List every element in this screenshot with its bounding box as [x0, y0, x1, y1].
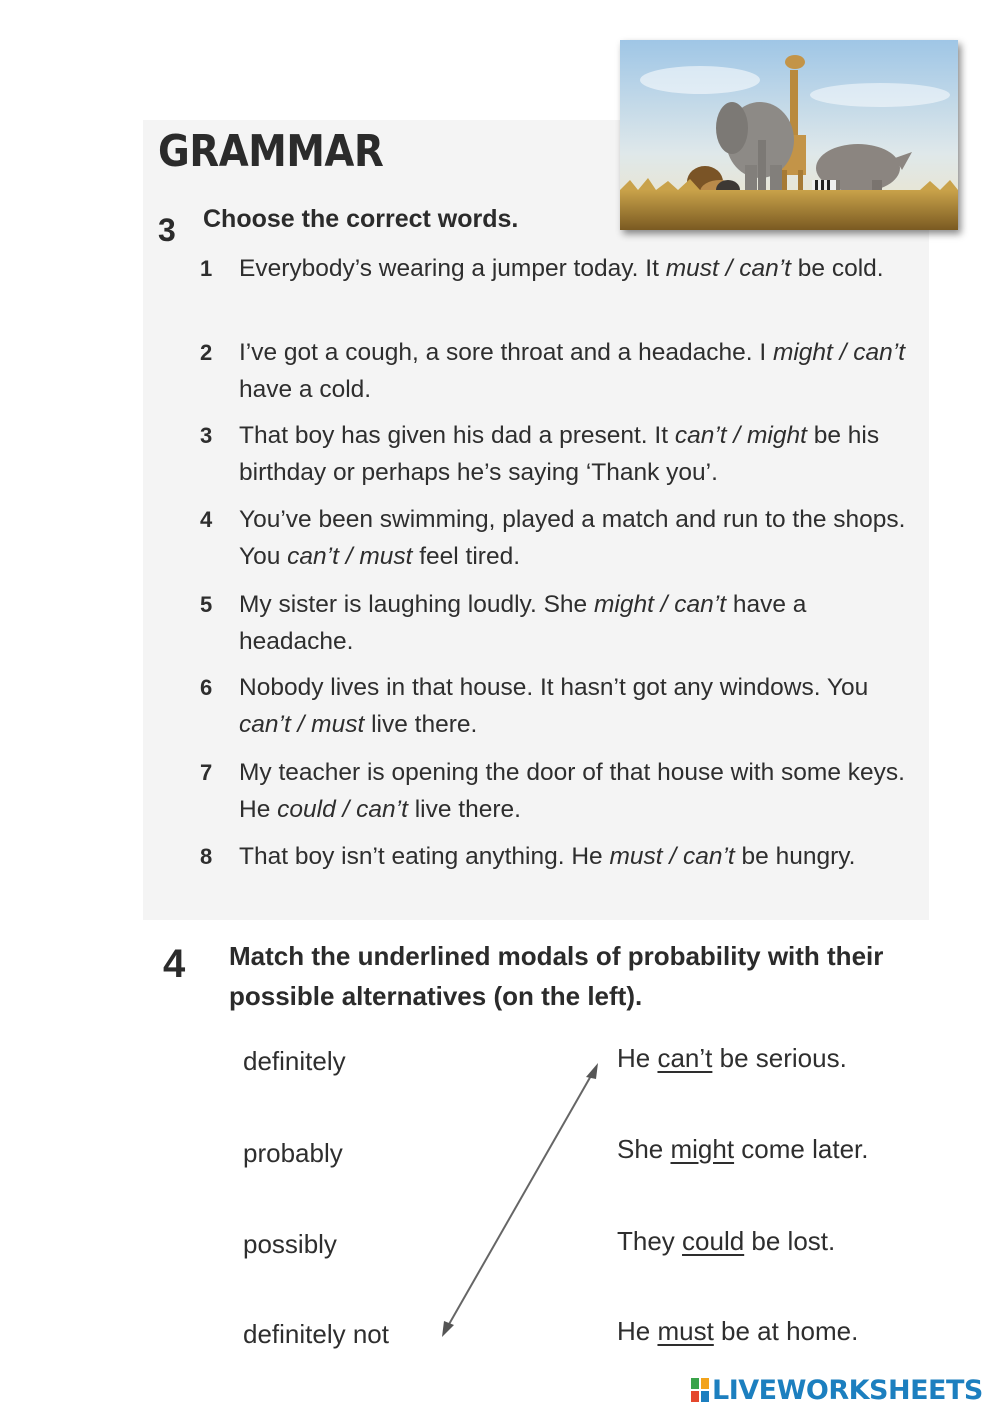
item-number: 3	[200, 423, 213, 448]
modal-sentence[interactable]: He can’t be serious.	[617, 1043, 847, 1073]
item-choice[interactable]: can’t / might	[674, 422, 807, 449]
item-choice[interactable]: must / can’t	[609, 843, 735, 870]
exercise-item	[200, 250, 925, 287]
item-text-before: My sister is laughing loudly. She	[239, 591, 594, 618]
item-number: 8	[200, 844, 213, 869]
underlined-modal: can’t	[657, 1043, 713, 1073]
exercise-item	[200, 754, 925, 828]
exercise-item	[200, 501, 925, 575]
exercise-4-instruction: Match the underlined modals of probability with their possible alternatives (on the left).	[229, 941, 884, 1011]
arrowhead-icon	[442, 1321, 454, 1337]
item-text-after: have a headache.	[239, 591, 807, 655]
exercise-item	[200, 586, 925, 660]
item-choice[interactable]: might / can’t	[772, 339, 906, 366]
item-number: 7	[200, 760, 213, 785]
liveworksheets-logo-icon	[690, 1376, 710, 1404]
exercise-item	[200, 417, 925, 491]
item-text-before: That boy isn’t eating anything. He	[239, 843, 610, 870]
item-choice[interactable]: could / can’t	[277, 796, 408, 823]
modal-sentence[interactable]: She might come later.	[617, 1134, 869, 1164]
exercise-3-number: 3	[158, 212, 176, 248]
underlined-modal: could	[682, 1226, 745, 1256]
item-choice[interactable]: must / can’t	[665, 255, 791, 282]
match-line	[430, 1055, 610, 1345]
exercise-item	[200, 334, 925, 408]
alternative-probably[interactable]: probably	[243, 1138, 343, 1168]
item-number: 1	[200, 256, 213, 281]
modal-sentence[interactable]: He must be at home.	[617, 1316, 859, 1346]
item-text-before: Nobody lives in that house. It hasn’t got any windows. You	[239, 674, 869, 701]
item-text-after: be hungry.	[734, 843, 856, 870]
item-text-before: That boy has given his dad a present. It	[239, 422, 675, 449]
item-choice[interactable]: might / can’t	[593, 591, 727, 618]
exercise-item	[200, 838, 925, 875]
liveworksheets-brand	[690, 1372, 983, 1408]
arrowhead-icon	[586, 1063, 598, 1079]
item-number: 4	[200, 507, 213, 532]
exercise-item	[200, 669, 925, 743]
item-number: 5	[200, 592, 213, 617]
exercise-4-number: 4	[163, 942, 186, 986]
item-number: 2	[200, 340, 213, 365]
alternative-possibly[interactable]: possibly	[243, 1229, 337, 1259]
item-text-after: have a cold.	[239, 376, 372, 403]
item-text-before: I’ve got a cough, a sore throat and a headache. I	[239, 339, 773, 366]
alternative-definitely-not[interactable]: definitely not	[243, 1319, 389, 1349]
exercise-3-instruction: Choose the correct words.	[203, 205, 519, 233]
item-text-before: Everybody’s wearing a jumper today. It	[239, 255, 666, 282]
item-text-after: feel tired.	[412, 543, 521, 570]
item-choice[interactable]: can’t / must	[287, 543, 413, 570]
item-text-after: live there.	[407, 796, 521, 823]
brand-name: LIVEWORKSHEETS	[712, 1374, 983, 1406]
item-text-after: be cold.	[790, 255, 884, 282]
page-title: GRAMMAR	[158, 126, 384, 177]
item-choice[interactable]: can’t / must	[239, 711, 365, 738]
item-text-before: You’ve been swimming, played a match and run to the shops. You	[239, 506, 906, 570]
underlined-modal: might	[670, 1134, 735, 1164]
underlined-modal: must	[657, 1316, 714, 1346]
item-text-before: My teacher is opening the door of that house with some keys. He	[239, 759, 905, 823]
modal-sentence[interactable]: They could be lost.	[617, 1226, 836, 1256]
item-number: 6	[200, 675, 213, 700]
alternative-definitely[interactable]: definitely	[243, 1046, 346, 1076]
item-text-after: be his birthday or perhaps he’s saying ‘Thank you’.	[239, 422, 880, 486]
safari-animals-image	[620, 40, 958, 230]
item-text-after: live there.	[364, 711, 478, 738]
